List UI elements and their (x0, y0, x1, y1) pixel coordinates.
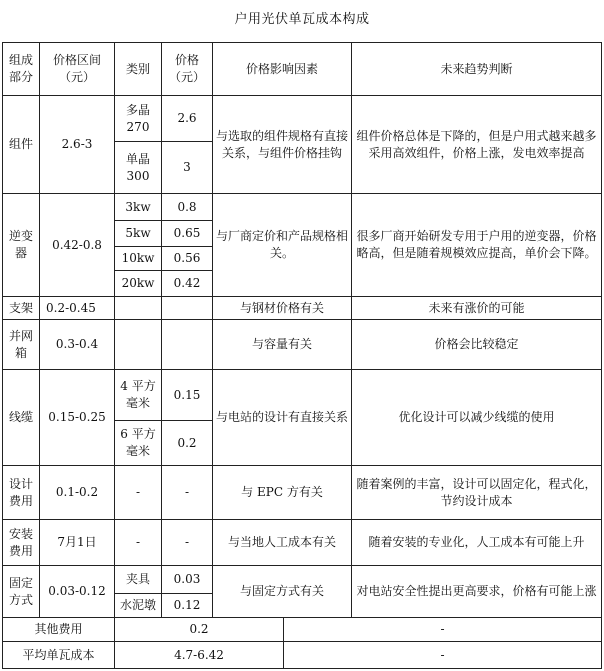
header-price: 价格 （元） (168, 53, 205, 84)
row-inverter-cat: 5kw (125, 226, 151, 240)
row-module-price-poly: 2.6 (177, 111, 197, 125)
row-combiner-part: 并网 箱 (8, 328, 33, 360)
row-bracket-part: 支架 (8, 300, 33, 315)
row-inverter-price: 0.42 (173, 276, 201, 290)
row-inverter-price: 0.65 (173, 226, 201, 240)
row-install-range: 7月1日 (57, 535, 97, 549)
row-inverter-factor: 与厂商定价和产品规格相关。 (215, 229, 348, 260)
row-inverter-range: 0.42-0.8 (52, 237, 102, 252)
row-cable-trend: 优化设计可以减少线缆的使用 (398, 410, 555, 424)
row-module-cat-poly: 多晶 270 (125, 102, 150, 134)
row-inverter-price: 0.56 (173, 251, 201, 265)
row-cable-price-6: 0.2 (177, 435, 197, 450)
row-mount-cat-clamp: 夹具 (125, 572, 150, 586)
row-design-factor: 与 EPC 方有关 (241, 485, 323, 499)
row-install-trend: 随着安装的专业化，人工成本有可能上升 (368, 535, 585, 549)
row-module-price-mono: 3 (183, 160, 191, 174)
footer-avg-label: 平均单瓦成本 (22, 647, 95, 662)
row-combiner-range: 0.3-0.4 (55, 337, 99, 351)
row-module-factor: 与选取的组件规格有直接关系，与组件价格挂钩 (215, 128, 348, 160)
row-mount-price-clamp: 0.03 (173, 572, 201, 586)
row-mount-price-block: 0.12 (173, 598, 201, 612)
header-range: 价格区间 （元） (52, 53, 101, 84)
row-bracket-range: 0.2-0.45 (46, 300, 96, 315)
row-cable-cat-4: 4 平方 毫米 (120, 379, 156, 410)
row-mount-cat-block: 水泥墩 (119, 598, 156, 612)
row-module-cat-mono: 单晶 300 (125, 151, 150, 183)
row-mount-range: 0.03-0.12 (48, 584, 106, 598)
row-combiner-trend: 价格会比较稳定 (434, 337, 519, 351)
row-design-cat: - (135, 485, 141, 499)
row-combiner-factor: 与容量有关 (251, 337, 312, 351)
row-design-part: 设计 费用 (8, 476, 33, 508)
header-category: 类别 (125, 61, 150, 76)
row-inverter-cat: 10kw (121, 251, 155, 265)
footer-avg-value: 4.7-6.42 (174, 647, 224, 662)
row-bracket-factor: 与钢材价格有关 (239, 300, 324, 315)
row-design-range: 0.1-0.2 (55, 485, 99, 499)
table-title: 户用光伏单瓦成本构成 (234, 12, 370, 27)
row-install-cat: - (135, 535, 141, 549)
header-factor: 价格影响因素 (245, 61, 318, 76)
row-mount-part: 固定 方式 (8, 575, 33, 607)
row-install-part: 安装 费用 (8, 526, 33, 558)
header-trend: 未来趋势判断 (440, 61, 513, 76)
row-cable-range: 0.15-0.25 (48, 410, 106, 424)
row-module-part: 组件 (8, 137, 33, 151)
row-inverter-trend: 很多厂商开始研发专用于户用的逆变器，价格略高，但是随着规模效应提高，单价会下降。 (356, 229, 597, 260)
row-mount-factor: 与固定方式有关 (239, 584, 324, 598)
row-design-trend: 随着案例的丰富，设计可以固定化，程式化，节约设计成本 (356, 476, 597, 508)
row-bracket-trend: 未来有涨价的可能 (428, 300, 525, 315)
row-design-price: - (184, 485, 190, 499)
row-inverter-part: 逆变 器 (8, 229, 33, 260)
row-install-factor: 与当地人工成本有关 (227, 535, 336, 549)
row-module-range: 2.6-3 (61, 137, 93, 151)
footer-other-trend: - (440, 622, 445, 636)
header-part: 组成 部分 (8, 53, 33, 84)
row-inverter-cat: 3kw (125, 199, 151, 214)
row-cable-price-4: 0.15 (173, 387, 201, 402)
row-install-price: - (184, 535, 190, 549)
footer-other-value: 0.2 (189, 622, 209, 636)
row-mount-trend: 对电站安全性提出更高要求，价格有可能上涨 (356, 584, 597, 598)
row-module-trend: 组件价格总体是下降的，但是户用式越来越多采用高效组件，价格上涨，发电效率提高 (356, 128, 597, 160)
row-inverter-cat: 20kw (121, 276, 155, 290)
row-cable-part: 线缆 (8, 410, 33, 424)
row-inverter-price: 0.8 (177, 199, 197, 214)
footer-other-label: 其他费用 (34, 622, 83, 636)
footer-avg-trend: - (440, 647, 445, 662)
row-cable-factor: 与电站的设计有直接关系 (215, 410, 348, 424)
row-cable-cat-6: 6 平方 毫米 (120, 427, 156, 458)
